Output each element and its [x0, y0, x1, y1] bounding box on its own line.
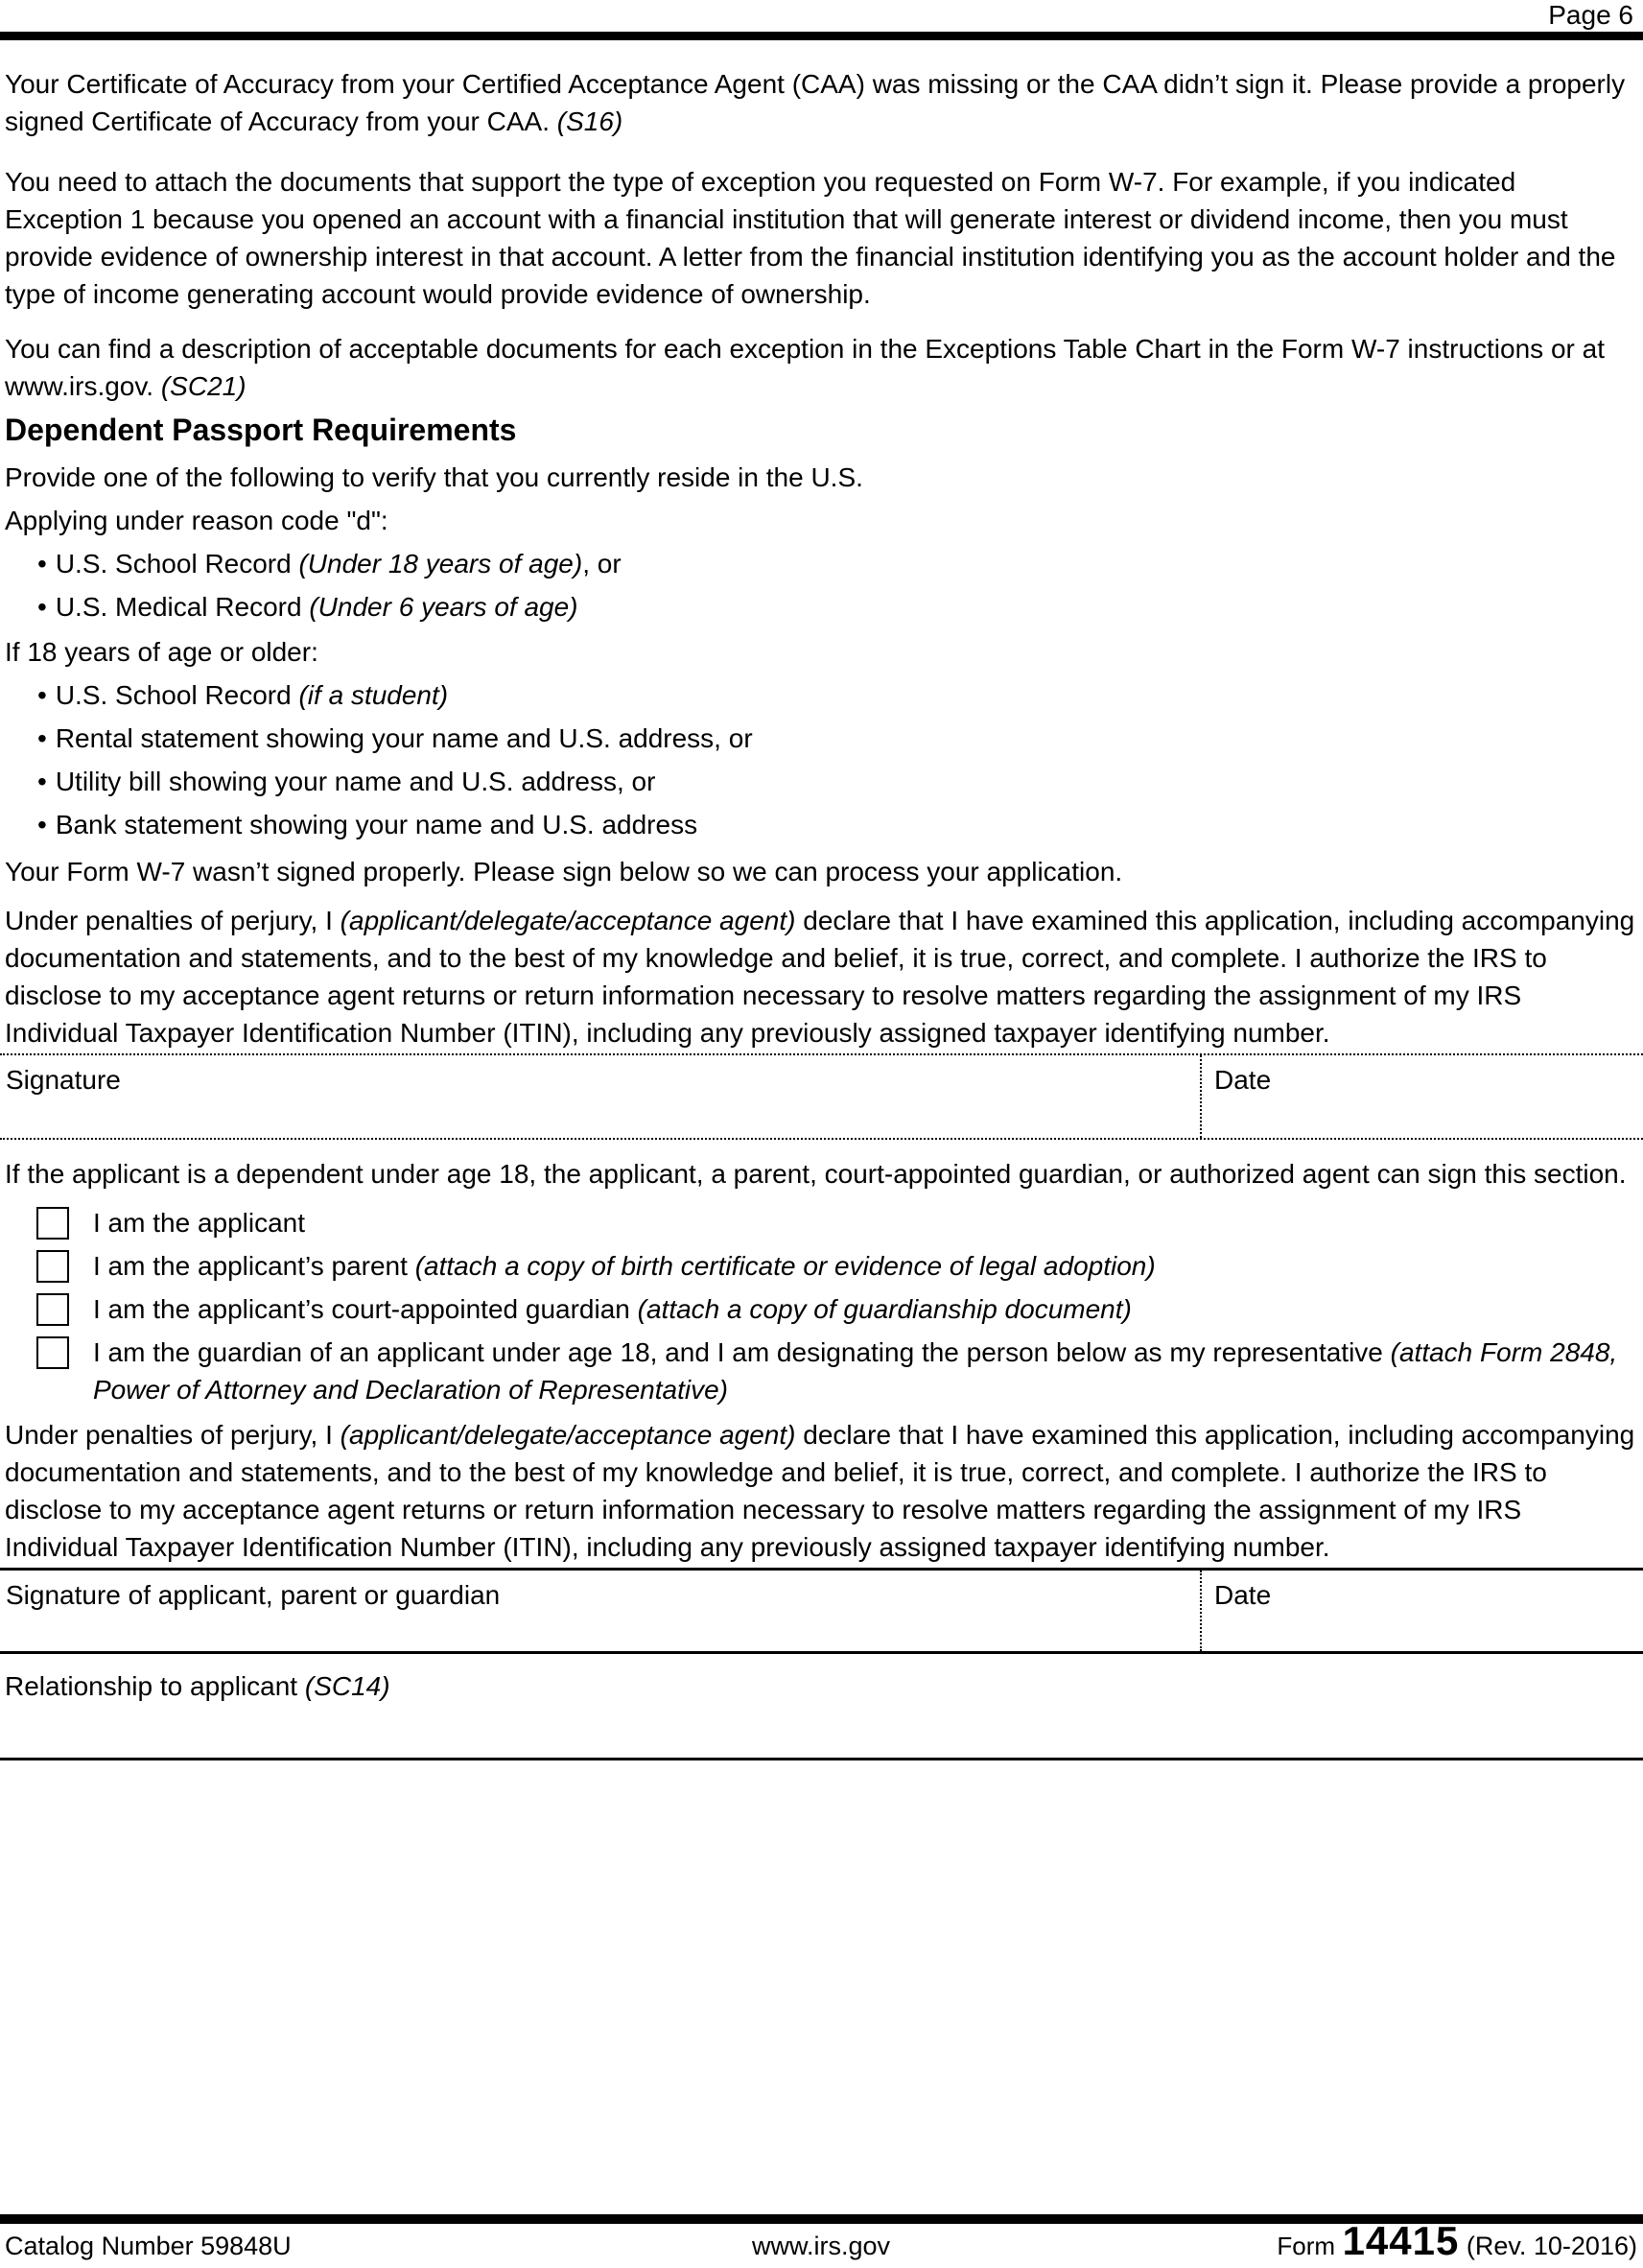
checkbox-row-applicant	[36, 1204, 1635, 1241]
bullet-icon: •	[37, 767, 47, 796]
checkbox-row-parent	[36, 1247, 1635, 1285]
bullet-item-bank-statement	[5, 806, 1635, 843]
paragraph-dependent-sign: If the applicant is a dependent under age 18, the applicant, a parent, court-appointed guardian, or authorized agent can sign this section.	[5, 1159, 1627, 1189]
paragraph-provide-one: Provide one of the following to verify that you currently reside in the U.S.	[5, 462, 863, 492]
form-number: 14415	[1342, 2218, 1460, 2263]
bullet-icon: •	[37, 810, 47, 839]
checkbox-i-am-applicant[interactable]	[36, 1207, 69, 1240]
bullet-item-label: Bank statement showing your name and U.S. address	[55, 810, 698, 839]
top-rule	[0, 32, 1643, 40]
bullet-item-label: Utility bill showing your name and U.S. address, or	[55, 767, 656, 796]
bullet-item-school-record-under-18	[5, 545, 1635, 582]
bullet-item-label: U.S. Medical Record (Under 6 years of age)	[55, 592, 578, 622]
paragraph-caa-missing: Your Certificate of Accuracy from your Certified Acceptance Agent (CAA) was missing or the CAA didn’t sign it. Please provide a properly signed Certificate of Accuracy from your CAA. (S16)	[5, 69, 1626, 136]
page-body	[0, 65, 1643, 1760]
bullet-item-medical-record-under-6	[5, 588, 1635, 626]
section-heading-dependent-passport: Dependent Passport Requirements	[5, 413, 517, 447]
checkbox-label: I am the applicant’s court-appointed guardian (attach a copy of guardianship document)	[93, 1294, 1132, 1324]
paragraph-reason-code-d: Applying under reason code "d":	[5, 506, 388, 535]
date-field[interactable]	[1202, 1055, 1643, 1138]
page-number: Page 6	[1548, 0, 1633, 30]
paragraph-perjury-2: Under penalties of perjury, I (applicant/delegate/acceptance agent) declare that I have examined this application, including accompanying documentation and statements, and to the best of my knowledge and belief, it is true, correct, and complete. I authorize the IRS to disclose to my acceptance agent returns or return information necessary to resolve matters regarding the assignment of my IRS Individual Taxpayer Identification Number (ITIN), including any previously assigned taxpayer identifying number.	[5, 1420, 1635, 1562]
signature-field[interactable]	[0, 1055, 1202, 1138]
checkbox-row-court-appointed-guardian	[36, 1290, 1635, 1328]
signature-applicant-label: Signature of applicant, parent or guardian	[6, 1580, 501, 1610]
catalog-number: Catalog Number 59848U	[5, 2232, 292, 2260]
page-footer	[0, 2214, 1643, 2268]
bullet-item-utility-bill	[5, 763, 1635, 800]
checkbox-i-am-parent[interactable]	[36, 1250, 69, 1283]
checkbox-i-am-guardian[interactable]	[36, 1293, 69, 1326]
bullet-item-school-record-student	[5, 676, 1635, 714]
website-text: www.irs.gov	[751, 2232, 890, 2260]
paragraph-not-signed: Your Form W-7 wasn’t signed properly. Please sign below so we can process your application.	[5, 857, 1123, 886]
checkbox-guardian-designating[interactable]	[36, 1336, 69, 1369]
signature-box-2	[0, 1568, 1643, 1654]
signature-applicant-field[interactable]	[0, 1571, 1202, 1651]
signature-box-1	[0, 1053, 1643, 1140]
bullet-icon: •	[37, 592, 47, 622]
relationship-to-applicant-label: Relationship to applicant (SC14)	[5, 1671, 390, 1701]
paragraph-if-18-or-older: If 18 years of age or older:	[5, 637, 318, 667]
bullet-item-label: U.S. School Record (Under 18 years of age), or	[55, 549, 622, 579]
bullet-icon: •	[37, 680, 47, 710]
form-revision: (Rev. 10-2016)	[1466, 2232, 1637, 2260]
date-field[interactable]	[1202, 1571, 1643, 1651]
bullet-icon: •	[37, 723, 47, 753]
date-label: Date	[1214, 1580, 1272, 1610]
paragraph-exceptions-table: You can find a description of acceptable documents for each exception in the Exceptions Table Chart in the Form W-7 instructions or at www.irs.gov. (SC21)	[5, 334, 1605, 401]
bullet-item-rental-statement	[5, 720, 1635, 757]
form-identifier	[1093, 2218, 1637, 2263]
checkbox-label: I am the guardian of an applicant under age 18, and I am designating the person below as my representative (attach Form 2848, Power of Attorney and Declaration of Representative)	[93, 1337, 1618, 1405]
date-label: Date	[1214, 1065, 1272, 1095]
form-word: Form	[1277, 2232, 1336, 2260]
bullet-item-label: U.S. School Record (if a student)	[55, 680, 449, 710]
bullet-icon: •	[37, 549, 47, 579]
bullet-item-label: Rental statement showing your name and U.S. address, or	[55, 723, 753, 753]
checkbox-label: I am the applicant’s parent (attach a copy of birth certificate or evidence of legal adoption)	[93, 1251, 1156, 1281]
checkbox-label: I am the applicant	[93, 1208, 306, 1238]
paragraph-exception-documents: You need to attach the documents that support the type of exception you requested on Form W-7. For example, if you indicated Exception 1 because you opened an account with a financial institution that will generate interest or dividend income, then you must provide evidence of ownership interest in that account. A letter from the financial institution identifying you as the account holder and the type of income generating account would provide evidence of ownership.	[5, 167, 1616, 309]
relationship-field-rule[interactable]	[0, 1758, 1643, 1760]
signature-label: Signature	[6, 1065, 121, 1095]
checkbox-row-guardian-designating-representative	[36, 1334, 1635, 1408]
paragraph-perjury-1: Under penalties of perjury, I (applicant/delegate/acceptance agent) declare that I have examined this application, including accompanying documentation and statements, and to the best of my knowledge and belief, it is true, correct, and complete. I authorize the IRS to disclose to my acceptance agent returns or return information necessary to resolve matters regarding the assignment of my IRS Individual Taxpayer Identification Number (ITIN), including any previously assigned taxpayer identifying number.	[5, 906, 1635, 1048]
